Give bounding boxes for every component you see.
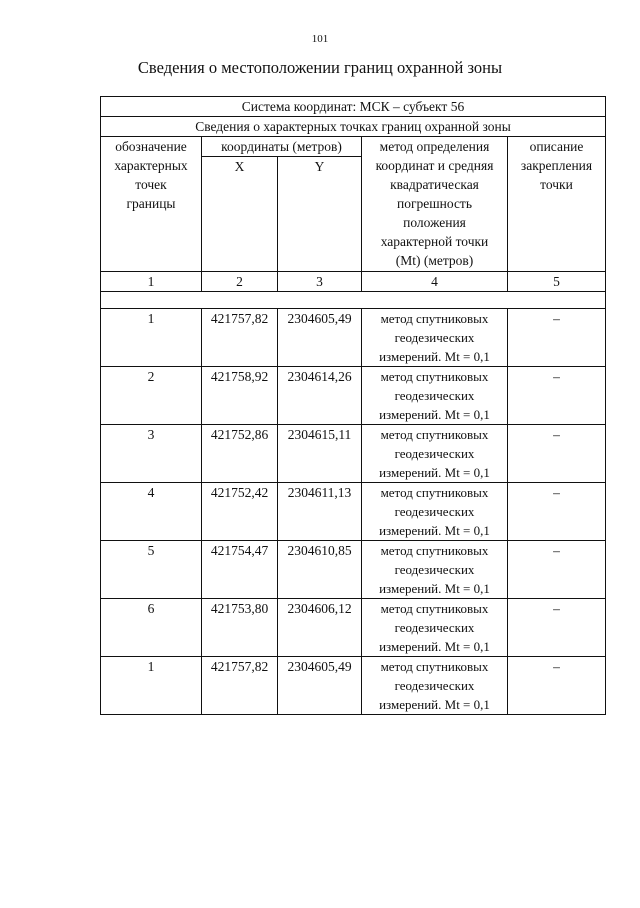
table-row [101,367,606,425]
column-number: 5 [508,272,606,292]
point-cell: 5 [101,541,202,599]
y-cell: 2304614,26 [278,367,362,425]
column-number: 1 [101,272,202,292]
header-method: метод определения координат и средняя квадратическая погрешность положения характерной точки (Mt) (метров) [362,137,508,272]
x-cell: 421752,42 [202,483,278,541]
spacer-cell [101,292,606,309]
x-cell: 421757,82 [202,309,278,367]
section-title-cell: Сведения о характерных точках границ охранной зоны [101,117,606,137]
header-point-designation: обозначение характерных точек границы [101,137,202,272]
table-row [101,657,606,715]
coordinate-system-cell: Система координат: МСК – субъект 56 [101,97,606,117]
point-cell: 1 [101,657,202,715]
method-cell: метод спутниковых геодезических измерений. Mt = 0,1 [362,541,508,599]
y-cell: 2304611,13 [278,483,362,541]
table-row [101,425,606,483]
method-cell: метод спутниковых геодезических измерений. Mt = 0,1 [362,599,508,657]
description-cell: – [508,309,606,367]
description-cell: – [508,541,606,599]
column-number: 3 [278,272,362,292]
header-x: X [202,157,278,272]
x-cell: 421757,82 [202,657,278,715]
x-cell: 421752,86 [202,425,278,483]
method-cell: метод спутниковых геодезических измерений. Mt = 0,1 [362,425,508,483]
header-coordinates: координаты (метров) [202,137,362,157]
table-row [101,541,606,599]
method-cell: метод спутниковых геодезических измерений. Mt = 0,1 [362,309,508,367]
column-number-row [101,272,606,292]
column-number: 4 [362,272,508,292]
method-cell: метод спутниковых геодезических измерений. Mt = 0,1 [362,483,508,541]
y-cell: 2304606,12 [278,599,362,657]
section-title-row [101,117,606,137]
y-cell: 2304605,49 [278,309,362,367]
page-title: Сведения о местоположении границ охранной зоны [137,58,503,77]
point-cell: 1 [101,309,202,367]
header-y: Y [278,157,362,272]
description-cell: – [508,425,606,483]
description-cell: – [508,367,606,425]
description-cell: – [508,599,606,657]
spacer-row [101,292,606,309]
point-cell: 3 [101,425,202,483]
description-cell: – [508,483,606,541]
point-cell: 2 [101,367,202,425]
x-cell: 421758,92 [202,367,278,425]
y-cell: 2304615,11 [278,425,362,483]
header-row [101,137,606,157]
table-row [101,599,606,657]
column-number: 2 [202,272,278,292]
x-cell: 421754,47 [202,541,278,599]
table-row [101,483,606,541]
description-cell: – [508,657,606,715]
x-cell: 421753,80 [202,599,278,657]
point-cell: 4 [101,483,202,541]
table-row [101,309,606,367]
method-cell: метод спутниковых геодезических измерений. Mt = 0,1 [362,367,508,425]
boundary-points-table [100,96,606,715]
method-cell: метод спутниковых геодезических измерений. Mt = 0,1 [362,657,508,715]
point-cell: 6 [101,599,202,657]
y-cell: 2304610,85 [278,541,362,599]
header-description: описание закрепления точки [508,137,606,272]
page-number: 101 [311,33,329,45]
coordinate-system-row [101,97,606,117]
y-cell: 2304605,49 [278,657,362,715]
